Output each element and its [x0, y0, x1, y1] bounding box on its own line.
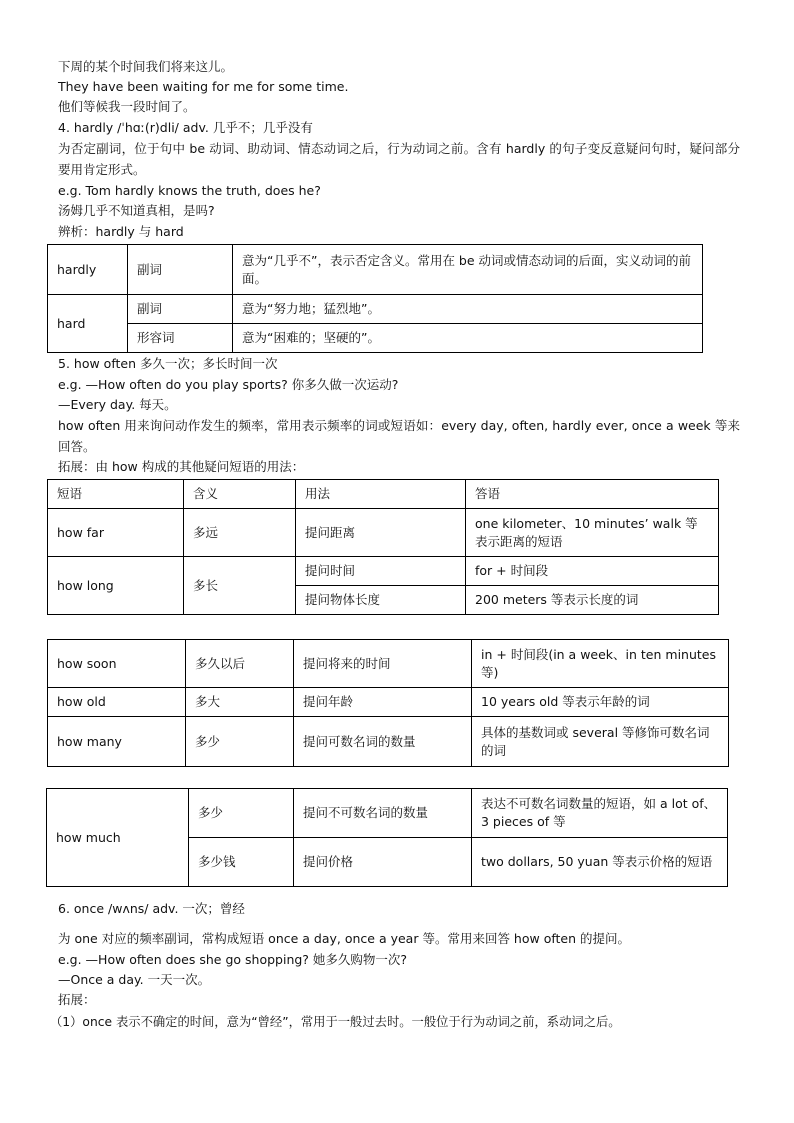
paragraph: 为否定副词，位于句中 be 动词、助动词、情态动词之后，行为动词之前。含有 hardly 的句子变反意疑问句时，疑问部分要用肯定形式。: [58, 141, 740, 177]
table-row: [48, 717, 729, 767]
table-cell: 多少: [189, 789, 294, 838]
table-cell: 意为“几乎不”，表示否定含义。常用在 be 动词或情态动词的后面，实义动词的前面。: [233, 245, 703, 295]
section-heading: 6. once /wʌns/ adv. 一次；曾经: [58, 901, 245, 916]
table-cell: 提问时间: [296, 557, 466, 586]
text-line: They have been waiting for me for some time.: [58, 79, 349, 94]
text-line: 辨析：hardly 与 hard: [58, 224, 184, 239]
table-row: [48, 688, 729, 717]
text-line: —Every day. 每天。: [58, 397, 177, 412]
table-cell: how long: [48, 557, 184, 615]
example-line: e.g. —How often does she go shopping? 她多久购物一次?: [58, 952, 408, 967]
table-cell: 副词: [128, 245, 233, 295]
table-row: [48, 640, 729, 688]
table-header-cell: 含义: [184, 480, 296, 509]
example-line: e.g. —How often do you play sports? 你多久做一次运动?: [58, 377, 399, 392]
table-cell: in + 时间段(in a week、in ten minutes 等): [472, 640, 729, 688]
table-cell: 形容词: [128, 324, 233, 353]
table-row: [47, 789, 728, 838]
table-cell: 多大: [186, 688, 294, 717]
table-cell: two dollars, 50 yuan 等表示价格的短语: [472, 838, 728, 887]
table-header-cell: 用法: [296, 480, 466, 509]
table-cell: 提问价格: [294, 838, 472, 887]
text-line: 他们等候我一段时间了。: [58, 99, 196, 114]
table-cell: 提问距离: [296, 509, 466, 557]
example-line: e.g. Tom hardly knows the truth, does he?: [58, 183, 321, 198]
table-row: [48, 557, 719, 586]
text-line: 拓展：由 how 构成的其他疑问短语的用法：: [58, 459, 305, 474]
table-cell: 多久以后: [186, 640, 294, 688]
table-header-row: [48, 480, 719, 509]
table-cell: 10 years old 等表示年龄的词: [472, 688, 729, 717]
section-heading: 5. how often 多久一次；多长时间一次: [58, 356, 278, 371]
table-cell: 意为“困难的；坚硬的”。: [233, 324, 703, 353]
table-cell: 提问可数名词的数量: [294, 717, 472, 767]
table-row: [48, 509, 719, 557]
table-cell: one kilometer、10 minutes’ walk 等表示距离的短语: [466, 509, 719, 557]
table-cell: 多长: [184, 557, 296, 615]
table-cell: how far: [48, 509, 184, 557]
paragraph: how often 用来询问动作发生的频率，常用表示频率的词或短语如：every day, often, hardly ever, once a week 等来回答。: [58, 418, 740, 454]
section-heading: 4. hardly /ˈhɑː(r)dli/ adv. 几乎不；几乎没有: [58, 120, 313, 135]
table-cell: 副词: [128, 295, 233, 324]
text-line: —Once a day. 一天一次。: [58, 972, 211, 987]
text-line: 汤姆几乎不知道真相，是吗?: [58, 203, 215, 218]
table-cell: 200 meters 等表示长度的词: [466, 586, 719, 615]
table-cell: 提问将来的时间: [294, 640, 472, 688]
table-cell: 意为“努力地；猛烈地”。: [233, 295, 703, 324]
table-cell: how much: [47, 789, 189, 887]
table-cell: how soon: [48, 640, 186, 688]
table-cell: how old: [48, 688, 186, 717]
table-header-cell: 短语: [48, 480, 184, 509]
table-cell: for + 时间段: [466, 557, 719, 586]
text-line: 下周的某个时间我们将来这儿。: [58, 59, 234, 74]
table-cell: 多少钱: [189, 838, 294, 887]
table-row: [48, 295, 703, 324]
text-line: （1）once 表示不确定的时间，意为“曾经”，常用于一般过去时。一般位于行为动词之前，系动词之后。: [50, 1015, 621, 1029]
table-row: [48, 324, 703, 353]
how-phrases-table-1: [47, 479, 719, 615]
table-cell: 多少: [186, 717, 294, 767]
table-cell: hard: [48, 295, 128, 353]
hardly-hard-table: [47, 244, 703, 353]
table-cell: 多远: [184, 509, 296, 557]
text-line: 为 one 对应的频率副词，常构成短语 once a day, once a year 等。常用来回答 how often 的提问。: [58, 931, 631, 946]
table-cell: 具体的基数词或 several 等修饰可数名词的词: [472, 717, 729, 767]
table-row: [48, 245, 703, 295]
table-cell: 提问物体长度: [296, 586, 466, 615]
text-line: 拓展：: [58, 992, 96, 1007]
table-cell: how many: [48, 717, 186, 767]
how-phrases-table-3: [46, 788, 728, 887]
table-header-cell: 答语: [466, 480, 719, 509]
table-cell: 提问不可数名词的数量: [294, 789, 472, 838]
table-cell: hardly: [48, 245, 128, 295]
how-phrases-table-2: [47, 639, 729, 767]
table-cell: 提问年龄: [294, 688, 472, 717]
table-cell: 表达不可数名词数量的短语，如 a lot of、3 pieces of 等: [472, 789, 728, 838]
